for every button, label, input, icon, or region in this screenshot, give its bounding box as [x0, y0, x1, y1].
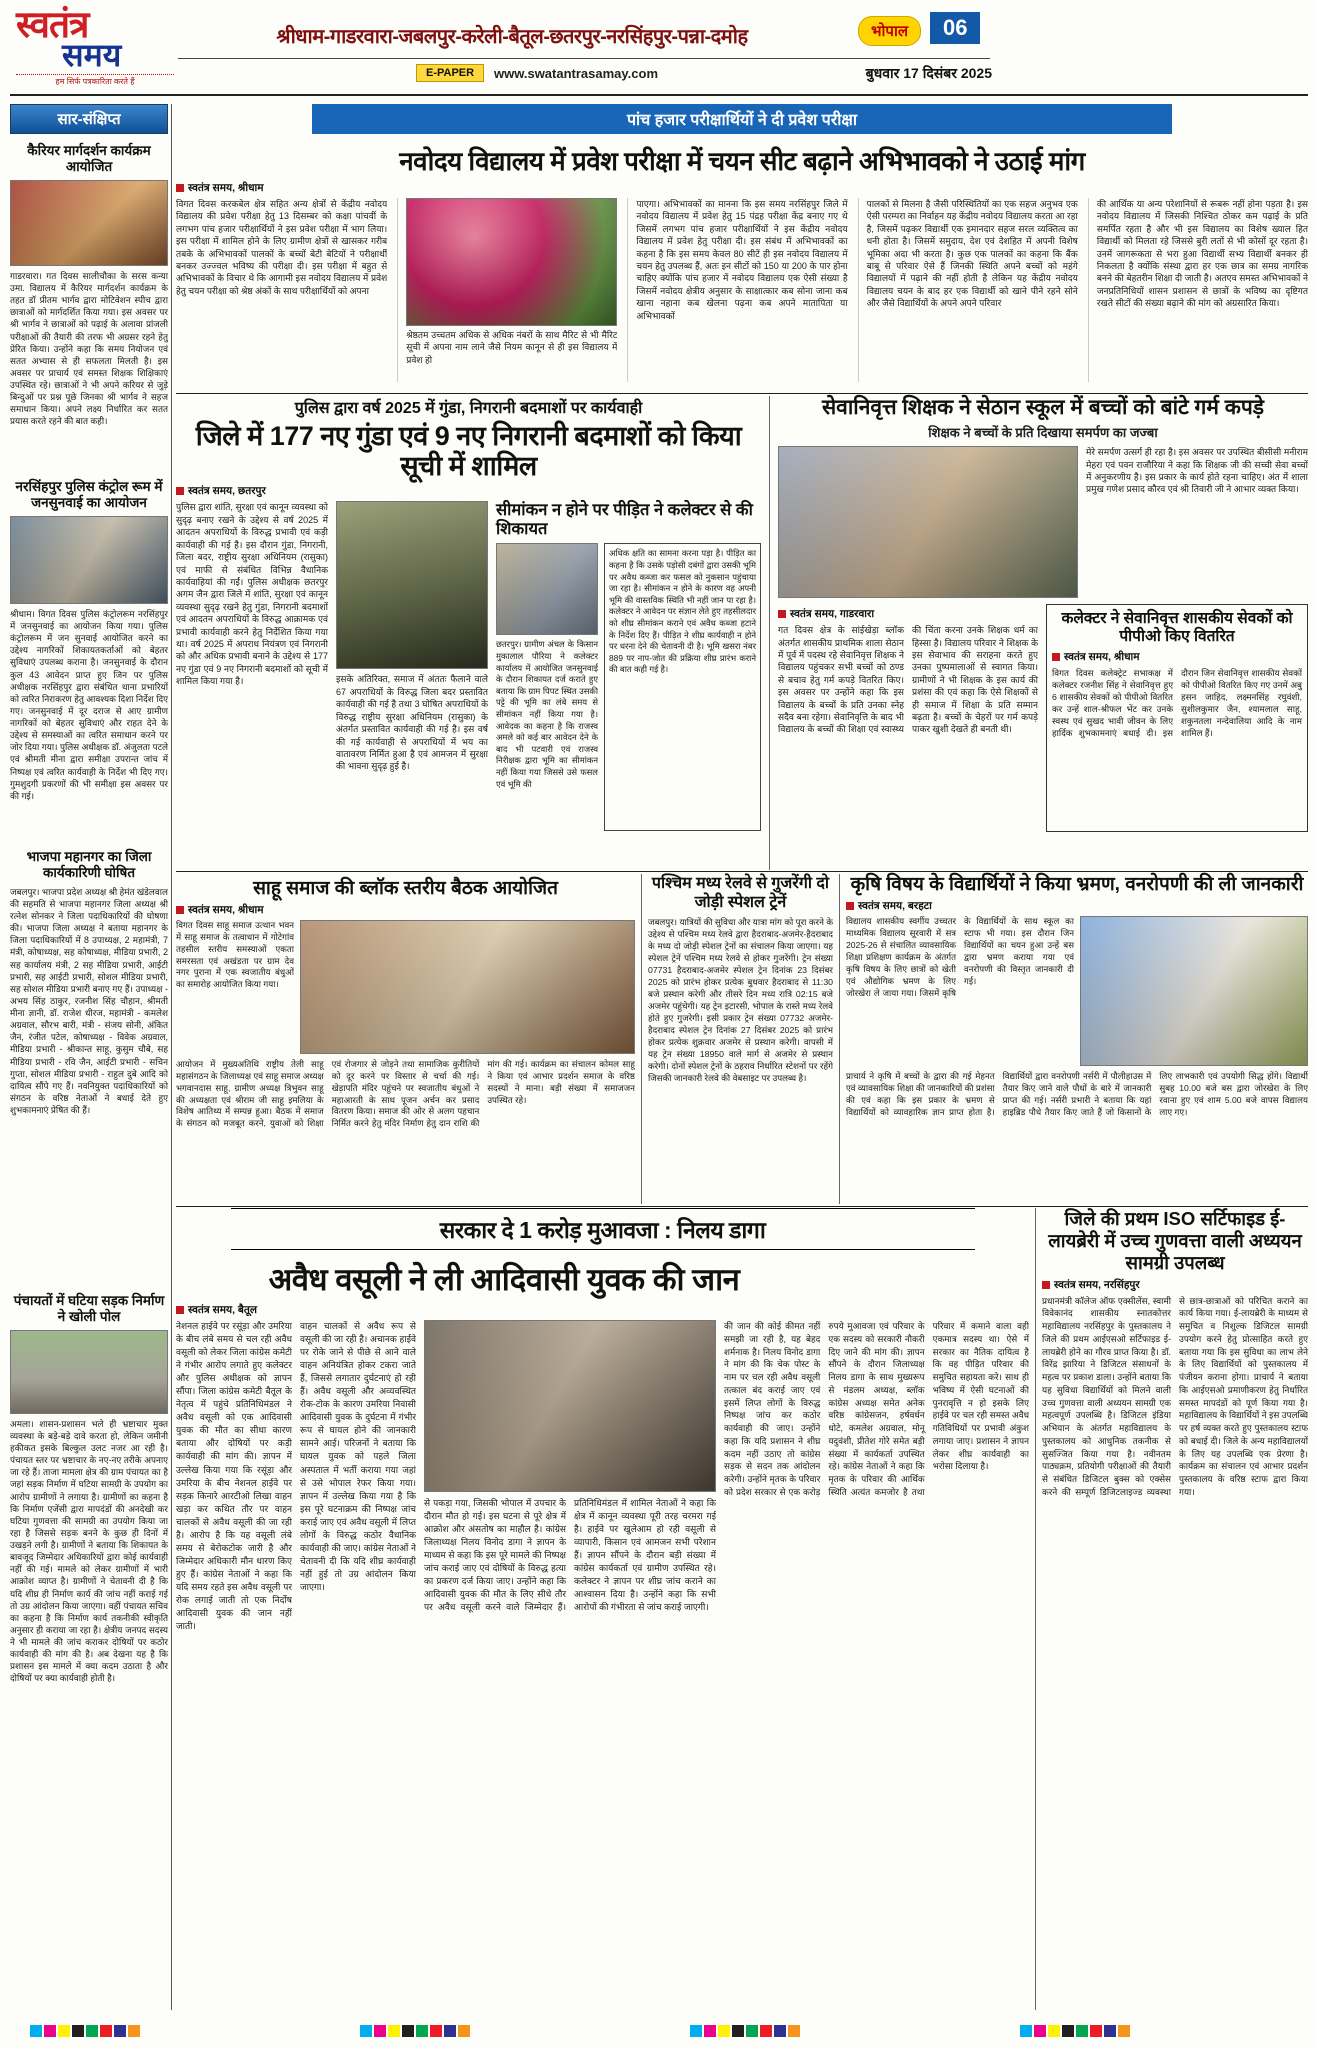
registration-color-swatch: [760, 2025, 772, 2037]
lead-col-3: पाएगा। अभिभावकों का मानना कि इस समय नरसिंहपुर जिले में नवोदय विद्यालय में प्रवेश हेतु 15 पंद्रह परीक्षा केंद्र बनाए गए थे जिसमें लगभग पांच हजार परीक्षार्थियों ने इस केंद्रीय नवोदय विद्यालय में प्रवेश हेतु परीक्षा दी। इस संबंध में अभिभावकों का कहना है कि इस समय केवल 80 सीटें ही इस नवोदय विद्यालय में चयन हेतु उपलब्ध हैं, अतः इन सीटों को 150 या 200 के पार होना चाहिए क्योंकि पांच हजार में नवोदय विद्यालय एक ऐसी संख्या है जिसमें नवोदय क्षेत्रीय अनुसार के साक्षात्कार कब सोना जाना कब खाना नहाना कब खेलना पढ़ना कब अपने मातापिता या अभिभावकों: [627, 198, 847, 382]
registration-color-swatch: [1020, 2025, 1032, 2037]
registration-color-swatch: [44, 2025, 56, 2037]
registration-marks: [690, 2025, 800, 2037]
sidebar-briefs-column: [10, 104, 168, 2010]
article-headline: नरसिंहपुर पुलिस कंट्रोल रूम में जनसुनवाई का आयोजन: [15, 478, 163, 511]
sidebar-article-jansunwai: [10, 479, 168, 840]
byline-bullet: [176, 487, 184, 495]
city-badge: भोपाल: [858, 16, 921, 46]
bottom-band: [176, 1208, 1308, 2010]
iso-story: [1036, 1208, 1308, 2010]
sahu-top-row: [176, 920, 635, 1054]
registration-color-swatch: [458, 2025, 470, 2037]
registration-color-swatch: [114, 2025, 126, 2037]
lead-story: [176, 104, 1308, 392]
betul-col-1: नेशनल हाईवे पर रसूंड़ा और उमरिया के बीच लंबे समय से चल रही अवैध वसूली को लेकर जिला कांग्रेस कमेटी ने गंभीर आरोप लगाते हुए कलेक्टर और पुलिस अधीक्षक को ज्ञापन सौंपा। जिला कांग्रेस कमेटी बैतूल के नेतृत्व में पहुंचे प्रतिनिधिमंडल ने अवैध वसूली को एक आदिवासी युवक की मौत का सीधा कारण बताया और दोषियों पर कड़ी कार्यवाही की मांग की। ज्ञापन में उल्लेख किया गया कि रसूंड़ा और उमरिया के बीच नेशनल हाईवे पर सड़क किनारे आरटीओ लिखा वाहन खड़ा कर कथित तौर पर वाहन चालकों से अवैध वसूली की जा रही है। आरोप है कि यह वसूली लंबे समय से बेरोकटोक जारी है और जिम्मेदार अधिकारी मौन धारण किए हुए हैं। कांग्रेस नेताओं ने कहा कि यदि समय रहते इस अवैध वसूली पर रोक लगाई जाती तो एक निर्दोष आदिवासी युवक की जान नहीं जाती।: [176, 1321, 292, 1632]
substory-photo-col: [496, 543, 598, 831]
registration-color-swatch: [30, 2025, 42, 2037]
registration-color-swatch: [388, 2025, 400, 2037]
teacher-top-row: [778, 446, 1308, 598]
registration-color-swatch: [1076, 2025, 1088, 2037]
gunda-kicker: पुलिस द्वारा वर्ष 2025 में गुंडा, निगरानी बदमाशों पर कार्यवाही: [294, 400, 643, 417]
byline-bullet: [176, 1306, 184, 1314]
photo-police-control-room: [10, 516, 168, 604]
registration-color-swatch: [732, 2025, 744, 2037]
photo-warm-clothes-distribution: [778, 446, 1078, 598]
substory-boxed-text: अधिक क्षति का सामना करना पड़ा है। पीड़ित का कहना है कि उसके पड़ोसी दबंगों द्वारा उसकी भूमि पर अवैध कब्जा कर फसल को नुकसान पहुंचाया जा रहा है। सीमांकन न होने के कारण वह अपनी भूमि की वास्तविक स्थिति भी नहीं जान पा रहा है। कलेक्टर ने आवेदन पर संज्ञान लेते हुए तहसीलदार को शीघ्र सीमांकन कराने एवं अवैध कब्जा हटाने के निर्देश दिए हैं। पीड़ित ने शीघ्र कार्यवाही न होने पर धरना देने की चेतावनी दी है। भूमि खसरा नंबर 889 पर नाप-जोत की प्रक्रिया शीघ्र प्रारंभ कराने की बात कही गई है।: [604, 543, 761, 831]
photo-damaged-road: [10, 1330, 168, 1414]
agri-top-row: [846, 916, 1308, 1066]
article-body: गाडरवारा। गत दिवस सालीचौका के सरस कन्या उमा. विद्यालय में कैरियर मार्गदर्शन कार्यक्रम के तहत डॉ प्रीतम भार्गव द्वारा मोटिवेशन स्पीच द्वारा छात्राओं को मार्गदर्शित किया गया। इस अवसर पर श्री भार्गव ने छात्राओं को पढ़ाई के अलावा प्रांजली परीक्षाओं की तैयारी की तरफ भी अग्रसर रहने हेतु प्रेरित किया। उन्होंने कहा कि समय नियोजन एवं सतत अभ्यास से ही सफलता मिलती है। इस अवसर पर प्राचार्य एवं समस्त शिक्षक शिक्षिकाएं उपस्थित रहे। छात्राओं ने भी अपने करियर से जुड़े बिन्दुओं पर प्रश्न पूछे जिनका श्री भार्गव ने सहज समाधान किया। अपने लक्ष्य निर्धारित कर सतत प्रयास करते रहने की बात कही।: [10, 270, 168, 427]
railway-headline: पश्चिम मध्य रेलवे से गुजरेंगी दो जोड़ी स्पेशल ट्रेनें: [651, 875, 830, 912]
photo-memorandum-handover: [424, 1320, 716, 1492]
byline-bullet: [1042, 1281, 1050, 1289]
substory-col-text: छतरपुर। ग्रामीण अंचल के किसान मुकालाल पौरिया ने कलेक्टर कार्यालय में आयोजित जनसुनवाई के दौरान शिकायत दर्ज कराते हुए बताया कि ग्राम पिपट स्थित उसकी पट्टे की भूमि का लंबे समय से सीमांकन नहीं किया गया है। आवेदक का कहना है कि राजस्व अमले को कई बार आवेदन देने के बाद भी पटवारी एवं राजस्व निरीक्षक द्वारा भूमि का सीमांकन नहीं किया गया जिससे उसे फसल एवं भूमि की: [496, 639, 598, 789]
registration-color-swatch: [374, 2025, 386, 2037]
iso-headline: जिले की प्रथम ISO सर्टिफाइड ई-लायब्रेरी में उच्च गुणवत्ता वाली अध्ययन सामग्री उपलब्ध: [1048, 1208, 1302, 1274]
byline-text: स्वतंत्र समय, गाडरवारा: [790, 608, 875, 621]
registration-color-swatch: [704, 2025, 716, 2037]
masthead: [0, 0, 1318, 100]
registration-color-swatch: [402, 2025, 414, 2037]
section-rule: [176, 1206, 1308, 1207]
photo-school-gate-flowers: [406, 198, 617, 326]
sidebar-article-road: [10, 1293, 168, 2010]
sidebar-article-bjp: [10, 849, 168, 1284]
gunda-headline: जिले में 177 नए गुंडा एवं 9 नए निगरानी बदमाशों को किया सूची में शामिल: [195, 421, 742, 482]
lead-headline: नवोदय विद्यालय में प्रवेश परीक्षा में चयन सीट बढ़ाने अभिभावको ने उठाई मांग: [399, 146, 1085, 176]
byline-text: स्वतंत्र समय, श्रीधाम: [1064, 650, 1140, 663]
section-rule: [176, 871, 1308, 872]
gunda-body: [176, 501, 761, 853]
gunda-col-b: [336, 501, 488, 853]
byline-bullet: [1052, 653, 1060, 661]
lead-body-columns: [176, 198, 1308, 382]
sidebar-divider: [171, 104, 172, 2010]
byline-text: स्वतंत्र समय, बरहटा: [858, 900, 932, 913]
teacher-subhead: शिक्षक ने बच्चों के प्रति दिखाया समर्पण का जज्बा: [928, 425, 1158, 441]
byline-text: स्वतंत्र समय, बैतूल: [188, 1304, 258, 1316]
logo-text-top: स्वतंत्र: [16, 4, 89, 45]
logo-tagline: हम सिर्फ पत्रकारिता करते हैं: [16, 74, 174, 87]
betul-story: [176, 1208, 1036, 2010]
teacher-col-right: मेरे समर्पण उत्सर्ग ही रहा है। इस अवसर पर उपस्थित बीसीसी मनीराम मेहरा एवं पवन राजौरिया ने कहा कि शिक्षक जी की सच्ची सेवा बच्चों में अनुकरणीय है। इस प्रकार के कार्य होते रहना चाहिए। अंत में शाला प्रमुख गणेश प्रसाद कौरव एवं श्री तिवारी जी ने आभार व्यक्त किया।: [1086, 447, 1308, 495]
betul-right-text: की जान की कोई कीमत नहीं समझी जा रही है, यह बेहद शर्मनाक है। निलय विनोद डागा ने मांग की कि चेक पोस्ट के नाम पर चल रही अवैध वसूली तत्काल बंद कराई जाए एवं इसमें लिप्त लोगों के विरुद्ध निष्पक्ष जांच कर कठोर कार्यवाही की जाए। उन्होंने कहा कि यदि प्रशासन ने शीघ्र कदम नहीं उठाए तो कांग्रेस सड़क से सदन तक आंदोलन करेगी। उन्होंने मृतक के परिवार को प्रदेश सरकार से एक करोड़ रुपये मुआवजा एवं परिवार के एक सदस्य को सरकारी नौकरी दिए जाने की मांग की। ज्ञापन सौंपने के दौरान जिलाध्यक्ष निलय डागा के साथ मुख्यरूप से मंडलम अध्यक्ष, ब्लॉक कांग्रेस अध्यक्ष समेत अनेक वरिष्ठ कांग्रेसजन, हर्षवर्धन धोटे, कमलेश अग्रवाल, मोनू यदुवंशी, प्रीतेश गोरे समेत बड़ी संख्या में कार्यकर्ता उपस्थित रहे। कांग्रेस नेताओं ने कहा कि मृतक के परिवार की आर्थिक स्थिति अत्यंत कमजोर है तथा परिवार में कमाने वाला वही एकमात्र सदस्य था। ऐसे में सरकार का नैतिक दायित्व है कि वह पीड़ित परिवार की समुचित सहायता करे। साथ ही भविष्य में ऐसी घटनाओं की पुनरावृत्ति न हो इसके लिए हाईवे पर चल रही समस्त अवैध गतिविधियों पर प्रभावी अंकुश लगाया जाए। प्रशासन ने ज्ञापन लेकर शीघ्र कार्यवाही का भरोसा दिलाया है।: [724, 1321, 1029, 1497]
byline-bullet: [176, 184, 184, 192]
byline: [1042, 1278, 1308, 1292]
registration-marks: [360, 2025, 470, 2037]
epaper-badge: E-PAPER: [416, 64, 484, 82]
byline: [176, 903, 635, 917]
article-headline: कैरियर मार्गदर्शन कार्यक्रम आयोजित: [27, 143, 151, 175]
byline-text: स्वतंत्र समय, नरसिंहपुर: [1054, 1278, 1140, 1291]
website-url: www.swatantrasamay.com: [494, 66, 659, 81]
registration-color-swatch: [430, 2025, 442, 2037]
edition-date: बुधवार 17 दिसंबर 2025: [865, 65, 992, 81]
sahu-bottom-text: आयोजन में मुख्यअतिथि राष्ट्रीय तेली साहू महासंगठन के जिलाध्यक्ष एवं साहू समाज अध्यक्ष भगवानदास साहू, ग्रामीण अध्यक्ष त्रिभुवन साहू की अध्यक्षता एवं श्रीराम जी साहू इमलिया के विशेष आतिथ्य में सम्पन्न हुआ। बैठक में समाज के संगठन को मजबूत करने, युवाओं को शिक्षा एवं रोजगार से जोड़ने तथा सामाजिक कुरीतियों को दूर करने पर विस्तार से चर्चा की गई। खेड़ापति मंदिर पहुंचने पर स्वजातीय बंधुओं ने महाआरती के साथ पूजन अर्चन कर प्रसाद वितरण किया। समाज की ओर से अलग पहचान निर्मित करने हेतु मंदिर निर्माण हेतु दान राशि की मांग की गई। कार्यक्रम का संचालन कोमल साहू ने किया एवं आभार प्रदर्शन समाज के वरिष्ठ सदस्यों ने माना। बड़ी संख्या में समाजजन उपस्थित रहे।: [176, 1059, 635, 1129]
ppo-box-article: [1046, 604, 1308, 832]
article-headline: भाजपा महानगर का जिला कार्यकारिणी घोषित: [26, 848, 152, 881]
byline: [1052, 650, 1302, 664]
teacher-story: [770, 396, 1308, 870]
agri-story: [840, 874, 1308, 1204]
teacher-bottom-text: गत दिवस क्षेत्र के सांईखेड़ा ब्लॉक अंतर्गत शासकीय प्राथमिक शाला सेठान में पूर्व में पदस्थ रहे सेवानिवृत्त शिक्षक ने विद्यालय पहुंचकर सभी बच्चों को ठण्ड से बचाव हेतु गर्म कपड़े वितरित किए। इस अवसर पर उन्होंने कहा कि इस विद्यालय के बच्चों के प्रति उनका स्नेह सदैव बना रहेगा। सेवानिवृत्ति के बाद भी विद्यालय के बच्चों की शिक्षा एवं स्वास्थ्य की चिंता करना उनके शिक्षक धर्म का हिस्सा है। विद्यालय परिवार ने शिक्षक के इस सेवाभाव की सराहना करते हुए उनका पुष्पमालाओं से स्वागत किया। ग्रामीणों ने भी शिक्षक के इस कार्य की प्रशंसा की एवं कहा कि ऐसे शिक्षकों से ही समाज में शिक्षा के प्रति सम्मान बढ़ता है। बच्चों के चेहरों पर गर्म कपड़े पाकर खुशी देखते ही बनती थी।: [778, 625, 1038, 735]
section-rule: [176, 393, 1308, 394]
byline-bullet: [846, 902, 854, 910]
registration-color-swatch: [72, 2025, 84, 2037]
byline: [176, 181, 1308, 195]
registration-color-swatch: [718, 2025, 730, 2037]
lead-col-2-text: श्रेष्ठतम उच्चतम अधिक से अधिक नंबरों के साथ मैरिट से भी मैरिट सूची में अपना नाम लाने जैसे नियम कानून से ही इस विद्यालय में प्रवेश हो: [406, 330, 618, 365]
registration-color-swatch: [1104, 2025, 1116, 2037]
simankan-substory: [496, 501, 761, 853]
byline: [778, 607, 1038, 621]
edition-locations: श्रीधाम-गाडरवारा-जबलपुर-करेली-बैतूल-छतरपुर-नरसिंहपुर-पन्ना-दमोह: [276, 26, 748, 48]
article-body: अमला। शासन-प्रशासन भले ही भ्रष्टाचार मुक्त व्यवस्था के बड़े-बड़े दावे करता हो, लेकिन जमीनी हकीकत इसके बिल्कुल उलट नजर आ रही है। पंचायत स्तर पर भ्रष्टाचार के नए-नए तरीके अपनाए जा रहे हैं। ताजा मामला क्षेत्र की ग्राम पंचायत का है जहां सड़क निर्माण में घटिया सामग्री के उपयोग का आरोप ग्रामीणों ने लगाया है। ग्रामीणों का कहना है कि निर्माण एजेंसी द्वारा मापदंडों की अनदेखी कर घटिया गुणवत्ता की सामग्री का उपयोग किया जा रहा है जिससे सड़क बनने के कुछ ही दिनों में उखड़ने लगी है। ग्रामीणों ने बताया कि शिकायत के बावजूद जिम्मेदार अधिकारियों द्वारा कोई कार्यवाही नहीं की गई। मामले को लेकर ग्रामीणों में भारी आक्रोश व्याप्त है। ग्रामीणों ने चेतावनी दी है कि यदि शीघ्र ही निर्माण कार्य की जांच नहीं कराई गई तो उग्र आंदोलन किया जाएगा। वहीं पंचायत सचिव का कहना है कि निर्माण कार्य तकनीकी स्वीकृति अनुसार ही कराया जा रहा है। क्षेत्रीय जनपद सदस्य ने भी मामले की जांच कराकर दोषियों पर कठोर कार्यवाही की मांग की है। अब देखना यह है कि प्रशासन इस मामले में क्या कदम उठाता है और दोषियों पर क्या कार्यवाही होती है।: [10, 1418, 168, 1684]
registration-color-swatch: [1118, 2025, 1130, 2037]
betul-col-2: वाहन चालकों से अवैध रूप से वसूली की जा रही है। अचानक हाईवे पर रोके जाने से पीछे से आने वाले वाहन अनियंत्रित होकर टकरा जाते हैं, जिससे लगातार दुर्घटनाएं हो रही हैं। अवैध वसूली और अव्यवस्थित रोक-टोक के कारण उमरिया निवासी आदिवासी युवक के दुर्घटना में गंभीर रूप से घायल होने की जानकारी सामने आई। परिजनों ने बताया कि घायल युवक को पहले जिला अस्पताल में भर्ती कराया गया जहां से उसे भोपाल रेफर किया गया। ज्ञापन में उल्लेख किया गया है कि इस पूरे घटनाक्रम की निष्पक्ष जांच कराई जाए एवं अवैध वसूली में लिप्त लोगों के विरुद्ध कठोर वैधानिक कार्यवाही की जाए। कांग्रेस नेताओं ने चेतावनी दी कि यदि शीघ्र कार्यवाही नहीं हुई तो उग्र आंदोलन किया जाएगा।: [300, 1321, 416, 1592]
lead-col-4: पालकों से मिलना है जैसी परिस्थितियों का एक सहज अनुभव एक ऐसी परम्परा का निर्वाहन यह केंद्रीय नवोदय विद्यालय करता आ रहा है, जिसमें पढ़कर विद्यार्थी एक इमानदार सहज सरल व्यक्तित्व का धनी होता है। जिसमें समुदाय, देश एवं देशहित में अपनी विशेष भूमिका अदा भी करता है। कुछ एक पालकों का कहना कि बैंक बाबू से परिवार ऐसे हैं जिनकी स्थिति अपने बच्चों को महंगे विद्यालयों में पढ़ाने की नहीं होती है लेकिन यह केंद्रीय नवोदय विद्यालय चयन के बाद हर एक विद्यार्थी को खाने पीने रहने सोने और जैसे विद्यार्थियों के अपने अपने परिवार: [858, 198, 1078, 382]
article-body: श्रीधाम। विगत दिवस पुलिस कंट्रोलरूम नरसिंहपुर में जनसुनवाई का आयोजन किया गया। पुलिस कंट्रोलरूम में जन सुनवाई आयोजित करने का उद्देश्य नागरिकों शिकायतकर्ताओं को बेहतर सुविधाएं उपलब्ध कराना है। जनसुनवाई के दौरान कुल 43 आवेदन प्राप्त हुए जिन पर पुलिस अधीक्षक नरसिंहपुर द्वारा संबंधित थाना प्रभारियों को त्वरित निराकरण हेतु आवश्यक दिशा निर्देश दिए गए। जनसुनवाई में दूर दराज से आए ग्रामीण नागरिकों को बेहतर सुविधाएं और राहत देने के उद्देश्य से समस्याओं का त्वरित समाधान करने पर जोर दिया गया। पुलिस अधीक्षक डॉ. अंजुलता पटले एवं श्रीमती मीना द्वारा समीक्षा उपरान्त जांच में निष्पक्ष एवं त्वरित कार्यवाही के निर्देश भी दिए गए। गुमशुदगी प्रकरणों की भी समीक्षा इस अवसर पर की गई।: [10, 608, 168, 801]
gunda-col-a: पुलिस द्वारा शांति, सुरक्षा एवं कानून व्यवस्था को सुदृढ़ बनाए रखने के उद्देश्य से वर्ष 2025 में आदतन अपराधियों के विरुद्ध प्रभावी एवं कड़ी कार्यवाही की गई है। इस दौरान गुंडा, निगरानी, जिला बदर, राष्ट्रीय सुरक्षा अधिनियम (रासुका) एवं माफी से संबंधित विभिन्न वैधानिक कार्यवाहियां की गईं। पुलिस अधीक्षक छतरपुर अगम जैन द्वारा जिले में शांति, सुरक्षा एवं कानून व्यवस्था सुदृढ़ रखने हेतु गुंडा, निगरानी बदमाशों एवं आदतन अपराधियों के विरुद्ध आक्रामक एवं प्रभावी कार्यवाही करने हेतु निर्देशित किया गया था। वर्ष 2025 में अपराध नियंत्रण एवं निगरानी को और अधिक प्रभावी बनाने के उद्देश्य से 177 नए गुंडा एवं 9 नए निगरानी बदमाशों को सूची में शामिल किया गया है।: [176, 502, 328, 687]
byline-bullet: [176, 906, 184, 914]
betul-center-text: से पकड़ा गया, जिसकी भोपाल में उपचार के दौरान मौत हो गई। इस घटना से पूरे क्षेत्र में आक्रोश और अंसतोष का माहौल है। कांग्रेस जिलाध्यक्ष निलय विनोद डागा ने ज्ञापन के माध्यम से कहा कि इस पूरे मामले की निष्पक्ष जांच कराई जाए एवं दोषियों के विरुद्ध हत्या का प्रकरण दर्ज किया जाए। उन्होंने कहा कि आदिवासी युवक की मौत के लिए सीधे तौर पर अवैध वसूली करने वाले जिम्मेदार हैं। प्रतिनिधिमंडल में शामिल नेताओं ने कहा कि क्षेत्र में कानून व्यवस्था पूरी तरह चरमरा गई है। हाईवे पर खुलेआम हो रही वसूली से व्यापारी, किसान एवं आमजन सभी परेशान हैं। ज्ञापन सौंपने के दौरान बड़ी संख्या में कांग्रेस कार्यकर्ता एवं ग्रामीण उपस्थित रहे। कलेक्टर ने ज्ञापन पर शीघ्र जांच कराने का आश्वासन दिया है। उन्होंने कहा कि सभी आरोपों की गंभीरता से जांच कराई जाएगी।: [424, 1498, 716, 1613]
substory-headline: सीमांकन न होने पर पीड़ित ने कलेक्टर से की शिकायत: [496, 501, 753, 539]
betul-body: [176, 1320, 1029, 1984]
byline-bullet: [778, 610, 786, 618]
ppo-headline: कलेक्टर ने सेवानिवृत्त शासकीय सेवकों को पीपीओ किए वितरित: [1061, 610, 1293, 646]
sahu-lead-col: विगत दिवस साहू समाज उत्थान भवन में साहू समाज के तत्वाधान में गोटेगांव तहसील स्तरीय समस्याओं एकता समरसता एवं अखंडता पर ग्राम देव नगर पुराना में एक स्वजातीय बंधुओं का समारोह आयोजित किया गया।: [176, 920, 294, 990]
substory-body: [496, 543, 761, 831]
lead-col-2: [397, 198, 617, 382]
byline-text: स्वतंत्र समय, श्रीधाम: [188, 904, 264, 916]
registration-color-swatch: [100, 2025, 112, 2037]
railway-body: जबलपुर। यात्रियों की सुविधा और यात्रा मांग को पूरा करने के उद्देश्य से पश्चिम मध्य रेलवे द्वारा हैदराबाद-अजमेर-हैदराबाद के मध्य दो जोड़ी स्पेशल ट्रेनों का संचालन किया जाएगा। यह स्पेशल ट्रेनें पश्चिम मध्य रेलवे से होकर गुजरेंगी। ट्रेन संख्या 07731 हैदराबाद-अजमेर स्पेशल ट्रेन दिनांक 23 दिसंबर 2025 को प्रारंभ होकर प्रत्येक बुधवार हैदराबाद से 11:30 बजे प्रस्थान करेगी और तीसरे दिन मध्य रात्रि 02:15 बजे अजमेर पहुंचेगी। यह ट्रेन इटारसी, भोपाल के रास्ते मध्य रेलवे होते हुए गुजरेगी। इसी प्रकार ट्रेन संख्या 07732 अजमेर-हैदराबाद स्पेशल ट्रेन दिनांक 27 दिसंबर 2025 को प्रारंभ होकर प्रत्येक शुक्रवार अजमेर से प्रस्थान करेगी। वापसी में यह ट्रेन संख्या 18950 वाले मार्ग से अजमेर से प्रस्थान करेगी। दोनों स्पेशल ट्रेनों के ठहराव निर्धारित स्टेशनों पर रहेंगे जिसकी जानकारी रेलवे की वेबसाइट पर उपलब्ध है।: [648, 917, 833, 1084]
agri-headline: कृषि विषय के विद्यार्थियों ने किया भ्रमण, वनरोपणी की ली जानकारी: [850, 874, 1304, 895]
betul-banner-headline: सरकार दे 1 करोड़ मुआवजा : निलय डागा: [231, 1208, 975, 1250]
registration-color-swatch: [1090, 2025, 1102, 2037]
byline: [176, 484, 761, 498]
registration-color-swatch: [788, 2025, 800, 2037]
registration-color-swatch: [1062, 2025, 1074, 2037]
photo-police-officer: [336, 501, 488, 669]
gunda-story: [176, 396, 770, 870]
agri-lead-text: विद्यालय शासकीय स्वर्गीय उच्चतर माध्यमिक विद्यालय सूरवारी में सत्र 2025-26 से संचालित व्यावसायिक शिक्षा प्रशिक्षण कार्यक्रम के अंतर्गत कृषि विषय के लिए छात्रों को खेती एवं औद्योगिक भ्रमण के लिए जोरखेरा ले जाया गया। जिसमें कृषि के विद्यार्थियों के साथ स्कूल का स्टाफ भी गया। इस दौरान जिन विद्यार्थियों का चयन हुआ उन्हें बस द्वारा भ्रमण कराया गया एवं वनरोपणी की विस्तृत जानकारी दी गई।: [846, 916, 1074, 998]
masthead-rule: [10, 94, 1308, 96]
page-number: 06: [930, 12, 980, 44]
registration-color-swatch: [690, 2025, 702, 2037]
byline-text: स्वतंत्र समय, छतरपुर: [188, 485, 266, 498]
logo-text-bottom: समय: [62, 37, 122, 73]
newspaper-logo: [16, 6, 174, 92]
registration-marks: [1020, 2025, 1130, 2037]
byline: [846, 899, 1308, 913]
betul-headline: अवैध वसूली ने ली आदिवासी युवक की जान: [268, 1262, 740, 1297]
agri-bottom-text: प्राचार्य ने कृषि में बच्चों के द्वारा की गई मेहनत एवं व्यावसायिक शिक्षा की जानकारियों की प्रशंसा की एवं कहा कि इस प्रकार के भ्रमण से विद्यार्थियों को व्यावहारिक ज्ञान प्राप्त होता है। विद्यार्थियों द्वारा वनरोपणी नर्सरी में पौलीहाउस में तैयार किए जाने वाले पौधों के बारे में जानकारी प्राप्त की गई। नर्सरी प्रभारी ने बताया कि यहां हाइब्रिड पौधे तैयार किए जाते हैं जो किसानों के लिए लाभकारी एवं उपयोगी सिद्ध होंगे। विद्यार्थी सुबह 10.00 बजे बस द्वारा जोरखेरा के लिए रवाना हुए एवं शाम 5.00 बजे वापस विद्यालय लाए गए।: [846, 1071, 1308, 1117]
registration-color-swatch: [1034, 2025, 1046, 2037]
article-headline: पंचायतों में घटिया सड़क निर्माण ने खोली पोल: [13, 1292, 165, 1325]
registration-color-swatch: [86, 2025, 98, 2037]
sahu-story: [176, 874, 642, 1204]
byline-text: स्वतंत्र समय, श्रीधाम: [188, 182, 264, 194]
sidebar-article-career: [10, 143, 168, 470]
teacher-bottom-row: [778, 604, 1308, 832]
registration-color-swatch: [58, 2025, 70, 2037]
photo-complaint-villagers: [496, 543, 598, 635]
betul-center-col: [424, 1320, 716, 1984]
lead-kicker-banner: पांच हजार परीक्षार्थियों ने दी प्रवेश परीक्षा: [312, 104, 1172, 134]
photo-students-bus: [1080, 916, 1308, 1066]
teacher-bottom-left: [778, 604, 1038, 832]
registration-color-swatch: [746, 2025, 758, 2037]
header-divider: [178, 58, 990, 59]
byline: [176, 1303, 1029, 1317]
registration-color-swatch: [128, 2025, 140, 2037]
sidebar-section-title: सार-संक्षिप्त: [10, 104, 168, 134]
teacher-headline: सेवानिवृत्त शिक्षक ने सेठान स्कूल में बच्चों को बांटे गर्म कपड़े: [821, 396, 1264, 419]
registration-marks: [30, 2025, 140, 2037]
photo-sahu-meeting: [300, 920, 635, 1054]
registration-color-swatch: [774, 2025, 786, 2037]
registration-color-swatch: [360, 2025, 372, 2037]
middle-band: [176, 396, 1308, 870]
railway-story: [642, 874, 840, 1204]
lead-col-1: विगत दिवस करकबेल क्षेत्र सहित अन्य क्षेत्रों से केंद्रीय नवोदय विद्यालय की प्रवेश परीक्षा हेतु 13 दिसम्बर को कक्षा पांचवीं के लगभग पांच हजार परीक्षार्थियों ने इस प्रवेश परीक्षा में भाग लिया। इस परीक्षा में शामिल होने के लिए ग्रामीण क्षेत्रों से खासकर गरीब तबके के अभिभावकों पालकों के बच्चों बेटी बेटियों ने परीक्षार्थी बनकर उज्ज्वल भविष्य की परीक्षा दी। इस परीक्षा में बहुत से अभिभावकों के विचार थे कि आगामी इस नवोदय विद्यालय में प्रवेश हेतु चयन परीक्षा को श्रेष्ठ अंकों के साथ परीक्षार्थियों को अपना: [176, 199, 388, 296]
gunda-col-b-text: इसके अतिरिक्त, समाज में अंततः फैलाने वाले 67 अपराधियों के विरुद्ध जिला बदर प्रस्तावित कार्यवाही की गई है तथा 3 घोषित अपराधियों के विरुद्ध राष्ट्रीय सुरक्षा अधिनियम (रासुका) के अंतर्गत प्रस्तावित कार्यवाही की गई है। इस वर्ष की गई कार्यवाही से अपराधियों में भय का वातावरण निर्मित हुआ है एवं आमजन में सुरक्षा की भावना सुदृढ़ हुई है।: [336, 674, 488, 772]
registration-color-swatch: [444, 2025, 456, 2037]
registration-color-swatch: [416, 2025, 428, 2037]
lead-col-5: की आर्थिक या अन्य परेशानियों से रूबरू नहीं होना पड़ता है। इस नवोदय विद्यालय में जिसकी निश्चित ठोकर कम पढ़ाई के प्रति समर्पित रहता है और भी इस विद्यालय का विशेष ख्याल हित विद्यार्थी को मिलता रहे जिससे बुरी लतों से भी कोसों दूर रहता है। उनमें जागरूकता से भरा हुआ विद्यार्थी सभ्य विद्यार्थी बनकर ही निकलता है क्योंकि संस्था द्वारा हर एक छात्र का समग्र नागरिक बनने की बेहतरीन शिक्षा दी जाती है। अतएव समस्त अभिभावकों ने जनप्रतिनिधियों शासन प्रशासन से छात्रों के भविष्य का दृष्टिगत रखते सीटों की संख्या बढ़ाने की मांग को अग्रसारित किया।: [1088, 198, 1308, 382]
photo-career-program: [10, 180, 168, 266]
article-body: जबलपुर। भाजपा प्रदेश अध्यक्ष श्री हेमंत खंडेलवाल की सहमति से भाजपा महानगर जिला अध्यक्ष श्री रत्नेश सोनकर ने जिला पदाधिकारियों की घोषणा की। भाजपा जिला अध्यक्ष ने बताया महानगर के जिला पदाधिकारियों में 8 उपाध्यक्ष, 2 महामंत्री, 7 मंत्री, कोषाध्यक्ष, सह कोषाध्यक्ष, मीडिया प्रभारी, 2 सह कार्यालय मंत्री, 2 सह मीडिया प्रभारी, आईटी प्रभारी, सह आईटी प्रभारी, सोशल मीडिया प्रभारी, सह सोशल मीडिया प्रभारी बनाए गए हैं। उपाध्यक्ष - अभय सिंह ठाकुर, रजनीश सिंह चौहान, श्रीमती मीना ज्ञानी, डॉ. राजेश धीरज, महामंत्री - कमलेश अग्रवाल, सौरभ बारी, मंत्री - संजय सोनी, अंकित जैन, रंजीत पटेल, कोषाध्यक्ष - विवेक अग्रवाल, मीडिया प्रभारी - श्रीकान्त साहू, कुसुम चौबे, सह मीडिया प्रभारी - रवि जैन, आईटी प्रभारी - सचिन गुप्ता, सोशल मीडिया प्रभारी - राहुल दुबे आदि को दायित्व सौंपे गए हैं। नवनियुक्त पदाधिकारियों को संगठन के वरिष्ठ नेताओं ने बधाई देते हुए शुभकामनाएं प्रेषित की हैं।: [10, 886, 168, 1116]
ppo-body: विगत दिवस कलेक्ट्रेट सभाकक्ष में कलेक्टर रजनीश सिंह ने सेवानिवृत्त हुए 6 शासकीय सेवकों को पीपीओ वितरित कर उन्हें शाल-श्रीफल भेंट कर उनके स्वस्थ एवं सुखद भावी जीवन के लिए हार्दिक शुभकामनाएं बधाई दी। इस दौरान जिन सेवानिवृत्त शासकीय सेवकों को पीपीओ वितरित किए गए उनमें अबु हसन जाहिद, लक्ष्मनसिंह रघुवंशी, सुशीलकुमार जैन, श्यामलाल साहू, शकुनतला नन्देवालिया आदि के नाम शामिल हैं।: [1052, 667, 1302, 738]
registration-color-swatch: [1048, 2025, 1060, 2037]
lower-band: [176, 874, 1308, 1204]
iso-body: प्रधानमंत्री कॉलेज ऑफ एक्सीलेंस, स्वामी विवेकानंद शासकीय स्नातकोत्तर महाविद्यालय नरसिंहपुर के पुस्तकालय ने जिले की प्रथम आईएसओ सर्टिफाइड ई-लायब्रेरी होने का गौरव प्राप्त किया है। डॉ. विरेंद्र झारिया ने डिजिटल संसाधनों के महत्व पर प्रकाश डाला। उन्होंने बताया कि यह सुविधा विद्यार्थियों को मिलने वाली उच्च गुणवत्ता वाली अध्ययन सामग्री एक महत्वपूर्ण उपलब्धि है। डिजिटल इंडिया अभियान के अंतर्गत महाविद्यालय के पुस्तकालय को आधुनिक तकनीक से सुसज्जित किया गया है। नवीनतम पाठ्यक्रम, प्रतियोगी परीक्षाओं की तैयारी से संबंधित डिजिटल बुक्स को एक्सेस करने की सम्पूर्ण डिजिटलाइज्ड व्यवस्था से छात्र-छात्राओं को परिचित कराने का कार्य किया गया। ई-लायब्रेरी के माध्यम से समुचित व निशुल्क डिजिटल सामग्री उपयोग करने हेतु प्रोत्साहित करते हुए बताया गया कि इस सुविधा का लाभ लेने के लिए विद्यार्थियों को पुस्तकालय में पंजीयन कराना होगा। प्राचार्य ने बताया कि आईएसओ प्रमाणीकरण हेतु निर्धारित समस्त मापदंडों को पूर्ण किया गया है। महाविद्यालय के विद्यार्थियों ने इस उपलब्धि पर हर्ष व्यक्त करते हुए पुस्तकालय स्टाफ को बधाई दी। जिले के अन्य महाविद्यालयों के लिए यह उपलब्धि एक प्रेरणा है। कार्यक्रम का संचालन एवं आभार प्रदर्शन पुस्तकालय के वरिष्ठ स्टाफ द्वारा किया गया।: [1042, 1295, 1308, 1497]
sahu-headline: साहू समाज की ब्लॉक स्तरीय बैठक आयोजित: [253, 878, 558, 899]
